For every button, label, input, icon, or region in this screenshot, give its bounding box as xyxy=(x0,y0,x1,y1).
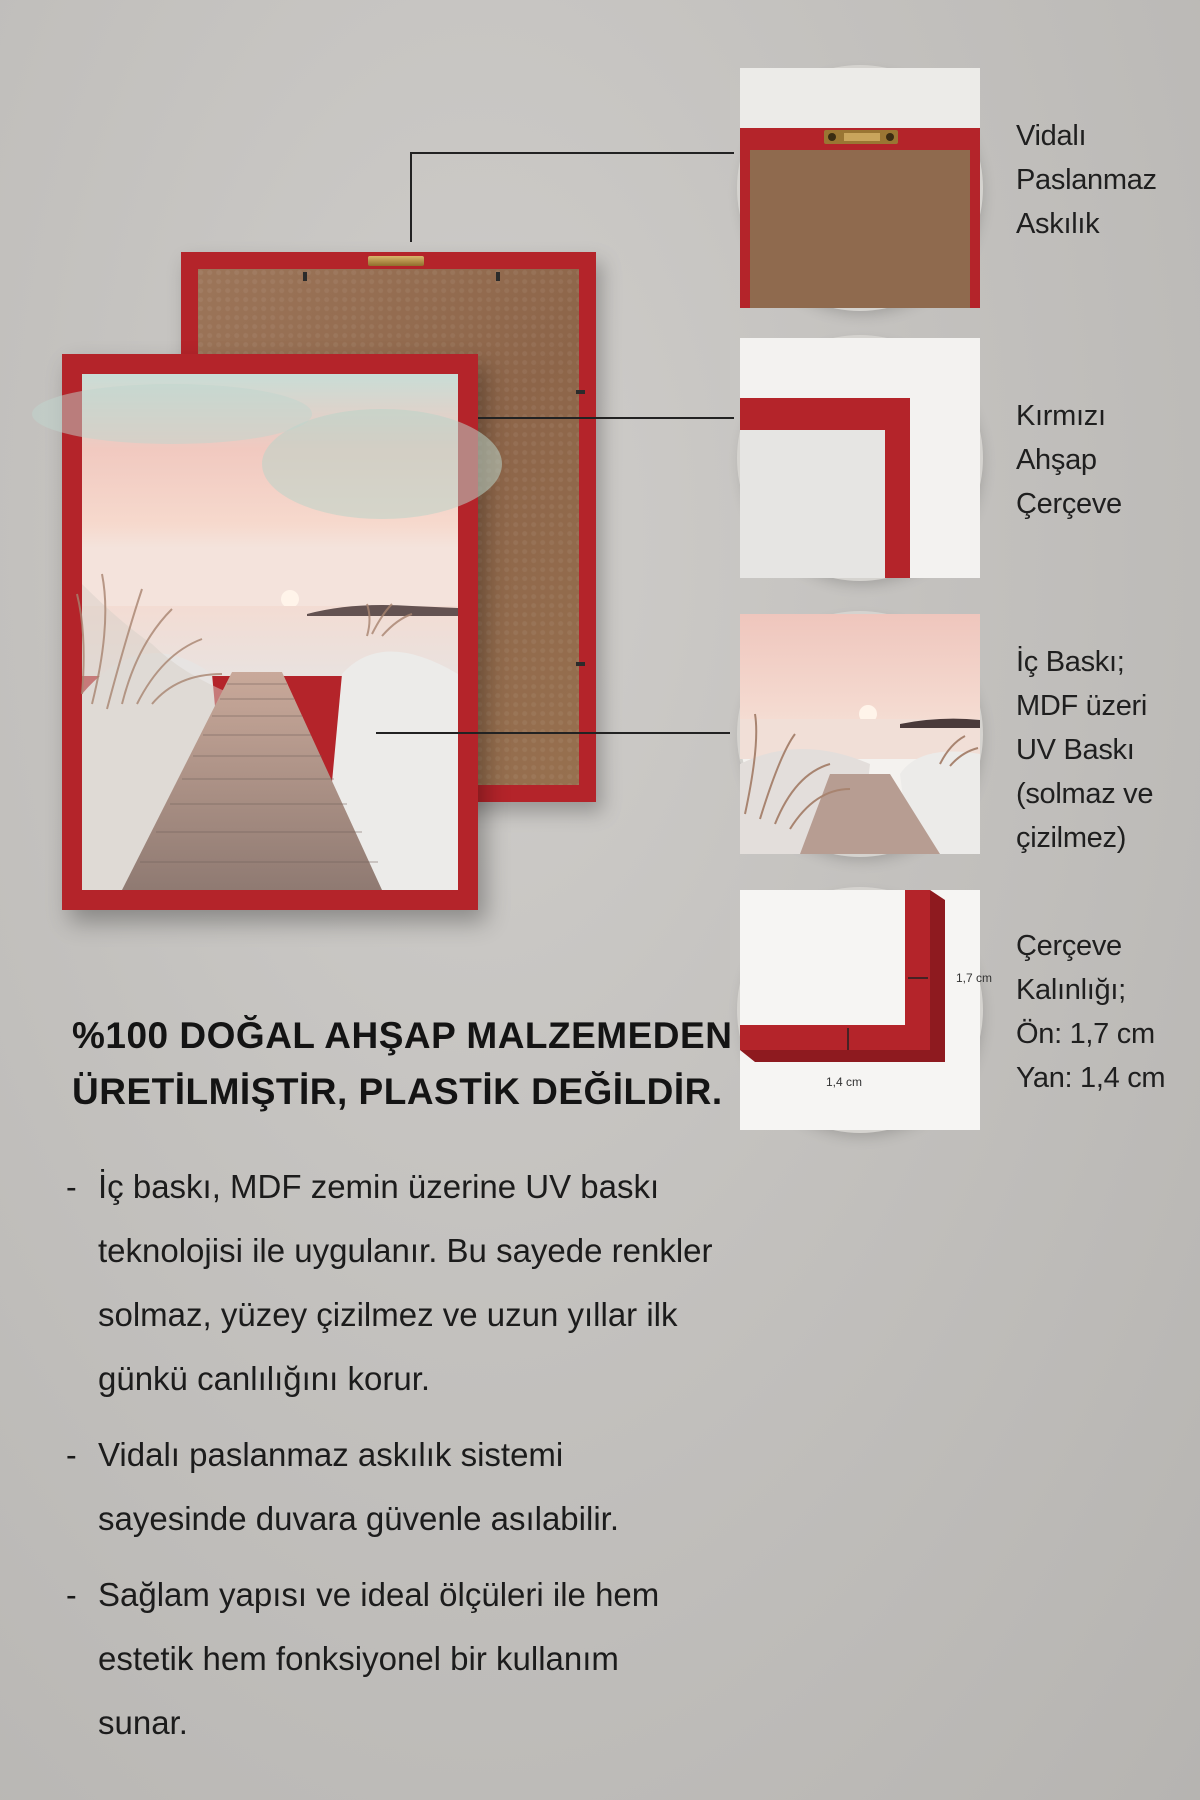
list-item: - Vidalı paslanmaz askılık sistemi sayesinde duvara güvenle asılabilir. xyxy=(66,1436,619,1537)
hanger-icon xyxy=(368,256,424,266)
leader-line xyxy=(478,417,734,419)
detail-circle-print xyxy=(740,614,980,854)
clip-icon xyxy=(496,272,500,281)
clip-icon xyxy=(303,272,307,281)
label-frame: Kırmızı Ahşap Çerçeve xyxy=(1016,400,1122,520)
leader-line xyxy=(410,152,734,154)
clip-icon xyxy=(576,390,585,394)
feature-list xyxy=(66,1155,806,1767)
list-item: - İç baskı, MDF zemin üzerine UV baskı teknolojisi ile uygulanır. Bu sayede renkler solmaz, yüzey çizilmez ve uzun yıllar ilk günkü canlılığını korur. xyxy=(66,1168,713,1397)
beach-print-image xyxy=(82,374,458,890)
label-thickness: Çerçeve Kalınlığı; Ön: 1,7 cm Yan: 1,4 cm xyxy=(1016,930,1166,1094)
label-print: İç Baskı; MDF üzeri UV Baskı (solmaz ve çizilmez) xyxy=(1016,646,1154,854)
dim-front: 1,7 cm xyxy=(956,971,993,985)
dim-side: 1,4 cm xyxy=(826,1075,863,1089)
detail-circle-frame xyxy=(740,338,980,578)
frame-front-view xyxy=(62,354,478,910)
leader-line xyxy=(376,732,730,734)
label-hanger: Vidalı Paslanmaz Askılık xyxy=(1016,120,1157,240)
leader-line xyxy=(410,152,412,242)
detail-circle-thickness xyxy=(740,890,993,1130)
clip-icon xyxy=(576,662,585,666)
detail-circle-hanger xyxy=(740,68,980,308)
list-item: - Sağlam yapısı ve ideal ölçüleri ile hem estetik hem fonksiyonel bir kullanım sunar. xyxy=(66,1576,660,1741)
headline: %100 DOĞAL AHŞAP MALZEMEDEN ÜRETİLMİŞTİR, PLASTİK DEĞİLDİR. xyxy=(72,1015,733,1112)
